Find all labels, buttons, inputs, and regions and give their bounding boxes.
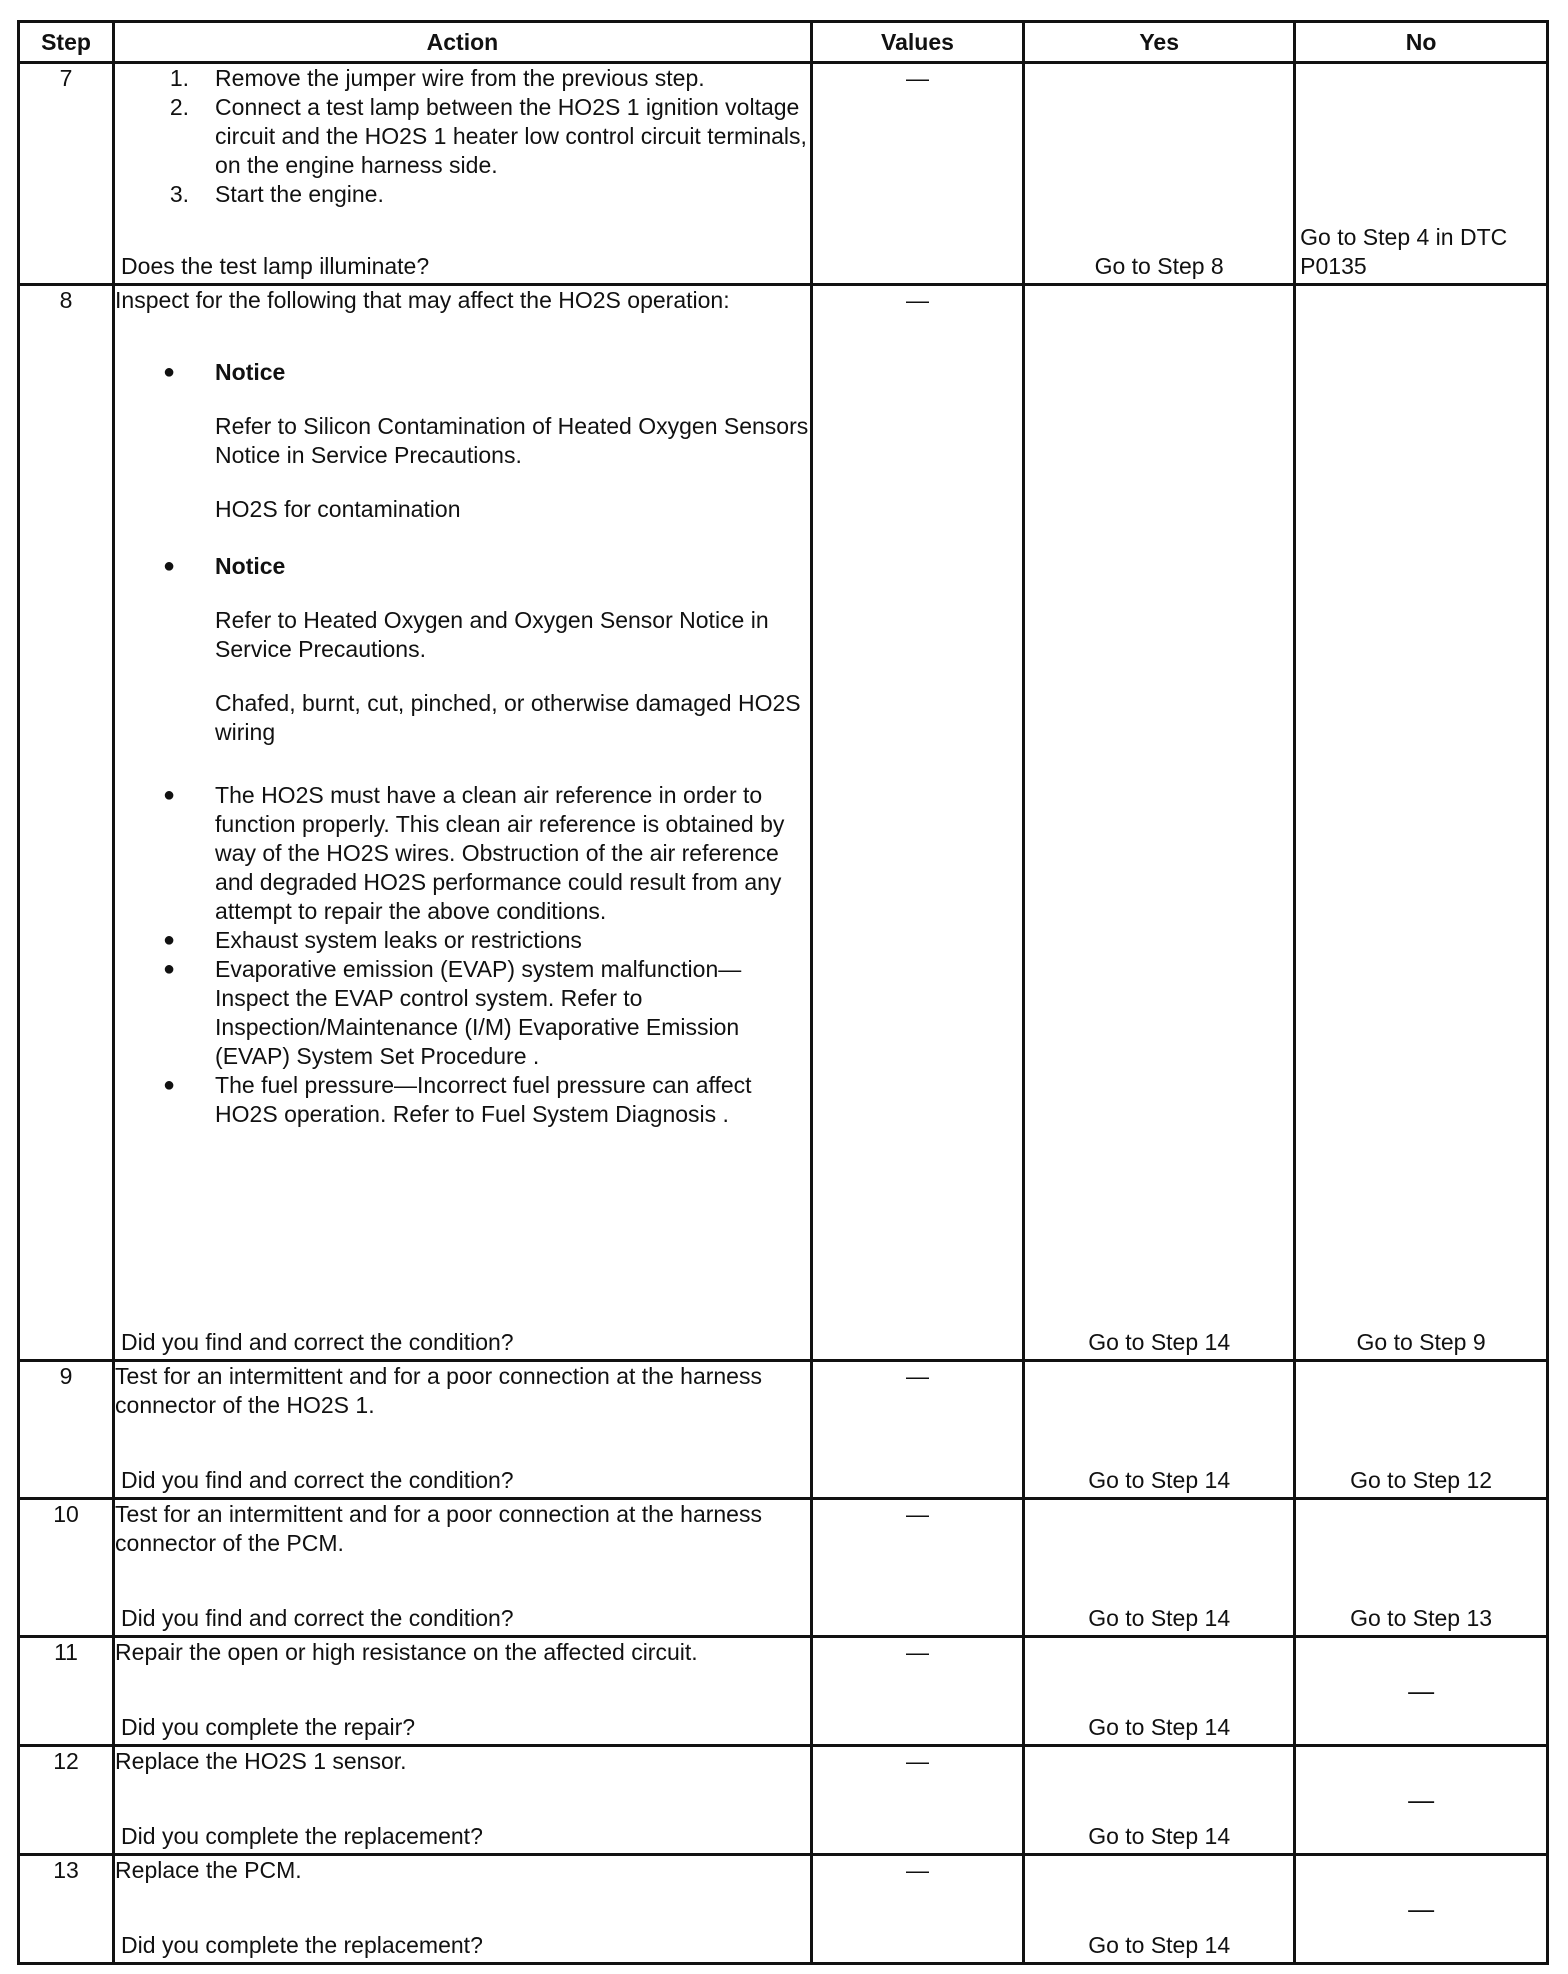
numbered-steps xyxy=(115,64,810,209)
action-cell xyxy=(114,63,812,285)
no-link[interactable]: Go to Step 4 in DTC P0135 xyxy=(1300,224,1508,279)
yes-link[interactable]: Go to Step 14 xyxy=(1088,1932,1231,1958)
action-cell xyxy=(114,1361,812,1499)
header-step: Step xyxy=(19,22,114,63)
no-cell xyxy=(1295,1637,1548,1746)
header-action: Action xyxy=(114,22,812,63)
no-cell xyxy=(1295,1361,1548,1499)
step-number: 7 xyxy=(19,63,114,285)
header-values: Values xyxy=(811,22,1023,63)
yes-link[interactable]: Go to Step 8 xyxy=(1094,253,1224,279)
no-cell xyxy=(1295,285,1548,1361)
no-cell xyxy=(1295,1855,1548,1964)
yes-cell xyxy=(1024,63,1295,285)
list-item xyxy=(115,358,810,387)
question-text: Did you complete the replacement? xyxy=(121,1823,483,1849)
no-empty-dash: — xyxy=(1408,1784,1435,1815)
step-number: 12 xyxy=(19,1746,114,1855)
question-text: Did you complete the repair? xyxy=(121,1714,416,1740)
no-link[interactable]: Go to Step 12 xyxy=(1350,1467,1493,1493)
bullet-text: Evaporative emission (EVAP) system malfunction—Inspect the EVAP control system. Refer to Inspection/Maintenance (I/M) Evaporative Emission (EVAP) System Set Procedure . xyxy=(215,956,742,1069)
bullet-text: Exhaust system leaks or restrictions xyxy=(215,927,582,953)
no-empty-dash: — xyxy=(1408,1675,1435,1706)
no-cell xyxy=(1295,63,1548,285)
action-cell xyxy=(114,1855,812,1964)
list-item xyxy=(115,93,810,180)
action-text: Test for an intermittent and for a poor connection at the harness connector of the HO2S 1. xyxy=(115,1363,762,1418)
bullet-text: The fuel pressure—Incorrect fuel pressure can affect HO2S operation. Refer to Fuel System Diagnosis . xyxy=(215,1072,752,1127)
step-number: 11 xyxy=(19,1637,114,1746)
condition-list xyxy=(115,781,810,1129)
yes-cell xyxy=(1024,1855,1295,1964)
yes-link[interactable]: Go to Step 14 xyxy=(1088,1714,1231,1740)
list-item xyxy=(115,1071,810,1129)
values-cell: — xyxy=(811,1855,1023,1964)
no-link[interactable]: Go to Step 13 xyxy=(1350,1605,1493,1631)
notice-list xyxy=(115,358,810,387)
no-cell xyxy=(1295,1499,1548,1637)
notice-list xyxy=(115,552,810,581)
list-item xyxy=(115,781,810,926)
step-text: Start the engine. xyxy=(215,181,384,207)
list-item xyxy=(115,955,810,1071)
no-cell xyxy=(1295,1746,1548,1855)
action-cell xyxy=(114,1499,812,1637)
notice-title: Notice xyxy=(215,553,286,579)
bullet-icon: ● xyxy=(163,1074,176,1096)
yes-cell xyxy=(1024,1361,1295,1499)
action-cell xyxy=(114,1637,812,1746)
values-cell: — xyxy=(811,1499,1023,1637)
bullet-icon: ● xyxy=(163,958,176,980)
bullet-icon: ● xyxy=(163,555,176,577)
table-row xyxy=(19,1746,1548,1855)
yes-cell xyxy=(1024,1746,1295,1855)
yes-cell xyxy=(1024,285,1295,1361)
yes-link[interactable]: Go to Step 14 xyxy=(1088,1467,1231,1493)
table-row xyxy=(19,63,1548,285)
no-link[interactable]: Go to Step 9 xyxy=(1356,1329,1486,1355)
step-number: 10 xyxy=(19,1499,114,1637)
yes-link[interactable]: Go to Step 14 xyxy=(1088,1329,1231,1355)
bullet-icon: ● xyxy=(163,784,176,806)
question-text: Did you find and correct the condition? xyxy=(121,1467,514,1493)
step-index: 2. xyxy=(169,94,190,120)
step-number: 8 xyxy=(19,285,114,1361)
notice-text: Refer to Heated Oxygen and Oxygen Sensor Notice in Service Precautions. xyxy=(215,607,769,662)
no-empty-dash: — xyxy=(1408,1893,1435,1924)
step-number: 13 xyxy=(19,1855,114,1964)
list-item xyxy=(115,180,810,209)
action-text: Test for an intermittent and for a poor connection at the harness connector of the PCM. xyxy=(115,1501,762,1556)
diagnostic-table xyxy=(17,20,1549,1965)
notice-item: Chafed, burnt, cut, pinched, or otherwise damaged HO2S wiring xyxy=(215,690,801,745)
step-text: Connect a test lamp between the HO2S 1 ignition voltage circuit and the HO2S 1 heater low control circuit terminals, on the engine harness side. xyxy=(215,94,807,178)
action-cell xyxy=(114,1746,812,1855)
intro-text: Inspect for the following that may affect the HO2S operation: xyxy=(115,287,730,313)
list-item xyxy=(115,64,810,93)
notice-text: Refer to Silicon Contamination of Heated Oxygen Sensors Notice in Service Precautions. xyxy=(215,413,809,468)
notice-title: Notice xyxy=(215,359,286,385)
notice-item: HO2S for contamination xyxy=(215,496,461,522)
question-text: Did you complete the replacement? xyxy=(121,1932,483,1958)
action-text: Replace the HO2S 1 sensor. xyxy=(115,1748,407,1774)
yes-link[interactable]: Go to Step 14 xyxy=(1088,1823,1231,1849)
header-no: No xyxy=(1295,22,1548,63)
bullet-text: The HO2S must have a clean air reference in order to function properly. This clean air reference is obtained by way of the HO2S wires. Obstruction of the air reference and degraded HO2S performance could result from any attempt to repair the above conditions. xyxy=(215,782,785,924)
table-row xyxy=(19,1637,1548,1746)
bullet-icon: ● xyxy=(163,929,176,951)
values-cell: — xyxy=(811,285,1023,1361)
yes-cell xyxy=(1024,1499,1295,1637)
question-text: Did you find and correct the condition? xyxy=(121,1329,514,1355)
header-row xyxy=(19,22,1548,63)
question-text: Does the test lamp illuminate? xyxy=(121,253,430,279)
table-row xyxy=(19,1499,1548,1637)
action-cell xyxy=(114,285,812,1361)
yes-link[interactable]: Go to Step 14 xyxy=(1088,1605,1231,1631)
step-index: 3. xyxy=(169,181,190,207)
list-item xyxy=(115,552,810,581)
action-text: Replace the PCM. xyxy=(115,1857,302,1883)
yes-cell xyxy=(1024,1637,1295,1746)
step-index: 1. xyxy=(169,65,190,91)
table-row xyxy=(19,1361,1548,1499)
bullet-icon: ● xyxy=(163,361,176,383)
values-cell: — xyxy=(811,1637,1023,1746)
table-row xyxy=(19,1855,1548,1964)
question-text: Did you find and correct the condition? xyxy=(121,1605,514,1631)
step-number: 9 xyxy=(19,1361,114,1499)
table-row xyxy=(19,285,1548,1361)
header-yes: Yes xyxy=(1024,22,1295,63)
values-cell: — xyxy=(811,1361,1023,1499)
values-cell: — xyxy=(811,63,1023,285)
action-text: Repair the open or high resistance on the affected circuit. xyxy=(115,1639,698,1665)
values-cell: — xyxy=(811,1746,1023,1855)
list-item xyxy=(115,926,810,955)
step-text: Remove the jumper wire from the previous step. xyxy=(215,65,705,91)
